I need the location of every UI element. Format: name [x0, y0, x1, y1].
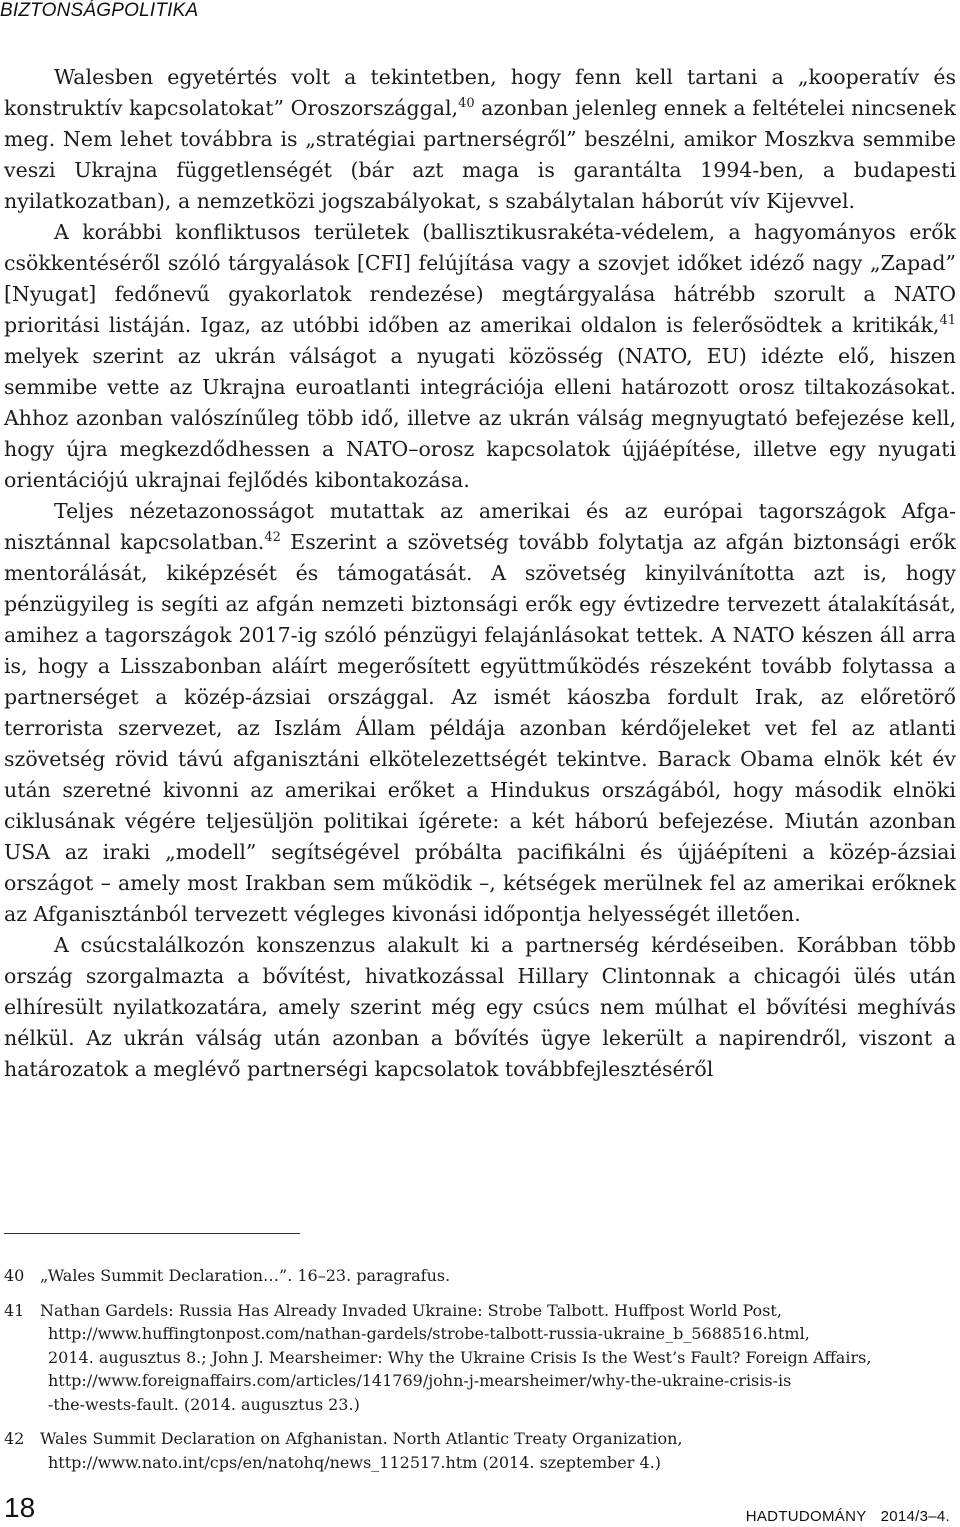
footnote-text: [40, 1264, 956, 1288]
article-body: [4, 62, 956, 1085]
page-number: 18: [4, 1492, 36, 1523]
footnote-number: 40: [4, 1266, 25, 1285]
footnotes: [4, 1264, 956, 1485]
body-paragraph: [4, 62, 956, 217]
paragraph-text: azonban jelenleg ennek a feltételei nincsenek meg. Nem lehet továbbra is „stratégiai partnerségről” beszélni, amikor Moszkva semmibe veszi Ukrajna függetlenségét (bár azt maga is garantálta 1994-ben, a budapesti nyilatkozatban), a nemzetközi jogszabályokat, s szabálytalan háborút vív Kijevvel.: [4, 96, 956, 213]
journal-footer: [746, 1508, 950, 1525]
footnote-line: „Wales Summit Declaration…”. 16–23. paragrafus.: [40, 1266, 451, 1285]
footnote-line: http://www.huffingtonpost.com/nathan-gardels/strobe-talbott-russia-ukraine_b_5688516.html,: [48, 1324, 810, 1343]
footnote: [4, 1427, 956, 1474]
running-head: BIZTONSÁGPOLITIKA: [0, 0, 199, 21]
footnote-divider: [4, 1233, 300, 1234]
footnote-line: -the-wests-fault. (2014. augusztus 23.): [48, 1394, 360, 1414]
paragraph-text: A korábbi konfliktusos területek (ballisztikusrakéta-védelem, a hagyományos erők csökkentéséről szóló tárgyalások [CFI] felújítása vagy a szovjet időket idéző nagy „Zapad” [Nyugat] fedőnevű gyakorlatok rendezése) megtárgyalása hátrébb szorult a NATO prioritási listáján. Igaz, az utóbbi időben az amerikai oldalon is felerősödtek a kritikák,: [4, 220, 956, 337]
footnote: [4, 1299, 956, 1417]
footnote-line: Nathan Gardels: Russia Has Already Invaded Ukraine: Strobe Talbott. Huffpost World Post,: [40, 1300, 782, 1320]
paragraph-text: Eszerint a szövetség tovább folytatja az afgán biztonsági erők mentorálását, kiképzését és támogatását. A szövetség kinyilvánította azt is, hogy pénzügyileg is segíti az afgán nemzeti biztonsági erők egy évtizedre tervezett átalakítását, amihez a tagországok 2017-ig szóló pénzügyi felajánlásokat tettek. A NATO készen áll arra is, hogy a Lisszabonban aláírt megerősített együttműködés részeként tovább folytassa a partnerséget a közép-ázsiai országgal. Az ismét káoszba fordult Irak, az előretörő terrorista szervezet, az Iszlám Állam példája azonban kérdőjeleket vet fel az atlanti szövetség rövid távú afganisztáni elkötelezettségét tekintve. Barack Obama elnök két év után szeretné kivonni az amerikai erőket a Hindukus országából, hogy második elnöki ciklusának végére teljesüljön politikai ígérete: a két háború befejezése. Miután azonban USA az iraki „modell” segítségével próbálta pacifikálni és újjáépíteni a közép-ázsiai országot – amely most Irakban sem működik –, kétségek merülnek fel az amerikai erőknek az Afganisztánból tervezett végleges kivonási időpontja helyességét illetően.: [4, 530, 956, 926]
paragraph-text: melyek szerint az ukrán válságot a nyugati közösség (NATO, EU) idézte elő, hiszen semmibe vette az Ukrajna euroatlanti integrációja elleni határozott orosz tiltakozásokat. Ahhoz azonban valószínűleg több idő, illetve az ukrán válság megnyugtató befejezése kell, hogy újra megkezdődhessen a NATO–orosz kapcsolatok újjáépítése, illetve egy nyugati orientációjú ukrajnai fejlődés kibontakozása.: [4, 344, 956, 492]
footnote-line: Wales Summit Declaration on Afghanistan. North Atlantic Treaty Organization,: [40, 1429, 683, 1448]
journal-name: HADTUDOMÁNY: [745, 1508, 867, 1525]
footnote: [4, 1264, 956, 1288]
footnote-text: [40, 1427, 956, 1474]
footnote-text: [40, 1299, 956, 1417]
footnote-number: 42: [4, 1429, 25, 1448]
journal-issue: 2014/3–4.: [880, 1508, 950, 1525]
footnote-reference: 42: [264, 530, 281, 545]
footnote-line: http://www.foreignaffairs.com/articles/141769/john-j-mearsheimer/why-the-ukraine-crisis-is: [48, 1371, 792, 1390]
footnote-line: http://www.nato.int/cps/en/natohq/news_112517.htm (2014. szeptember 4.): [48, 1452, 661, 1472]
body-paragraph: [4, 496, 956, 930]
body-paragraph: [4, 217, 956, 496]
body-paragraph: [4, 930, 956, 1085]
paragraph-text: A csúcstalálkozón konszenzus alakult ki a partnerség kérdéseiben. Korábban több ország szorgalmazta a bővítést, hivatkozással Hillary Clintonnak a chicagói ülés után elhíresült nyilatkozatára, amely szerint még egy csúcs nem múlhat el bővítési meghívás nélkül. Az ukrán válság után azonban a bővítés ügye lekerült a napirendről, viszont a határozatok a meglévő partnerségi kapcsolatok továbbfejlesztéséről: [4, 933, 956, 1081]
footnote-reference: 41: [939, 313, 956, 328]
paragraph-text: Walesben egyetértés volt a tekintetben, hogy fenn kell tartani a „kooperatív és konstruktív kapcsolatokat” Oroszországgal,: [4, 65, 956, 120]
footnote-line: 2014. augusztus 8.; John J. Mearsheimer: Why the Ukraine Crisis Is the West’s Fault? Foreign Affairs,: [48, 1347, 872, 1367]
paragraph-text: Teljes nézetazonosságot mutattak az amerikai és az európai tagországok Afganisztánnal kapcsolatban.: [4, 499, 956, 554]
footnote-reference: 40: [458, 96, 475, 111]
footnote-number: 41: [4, 1300, 25, 1320]
